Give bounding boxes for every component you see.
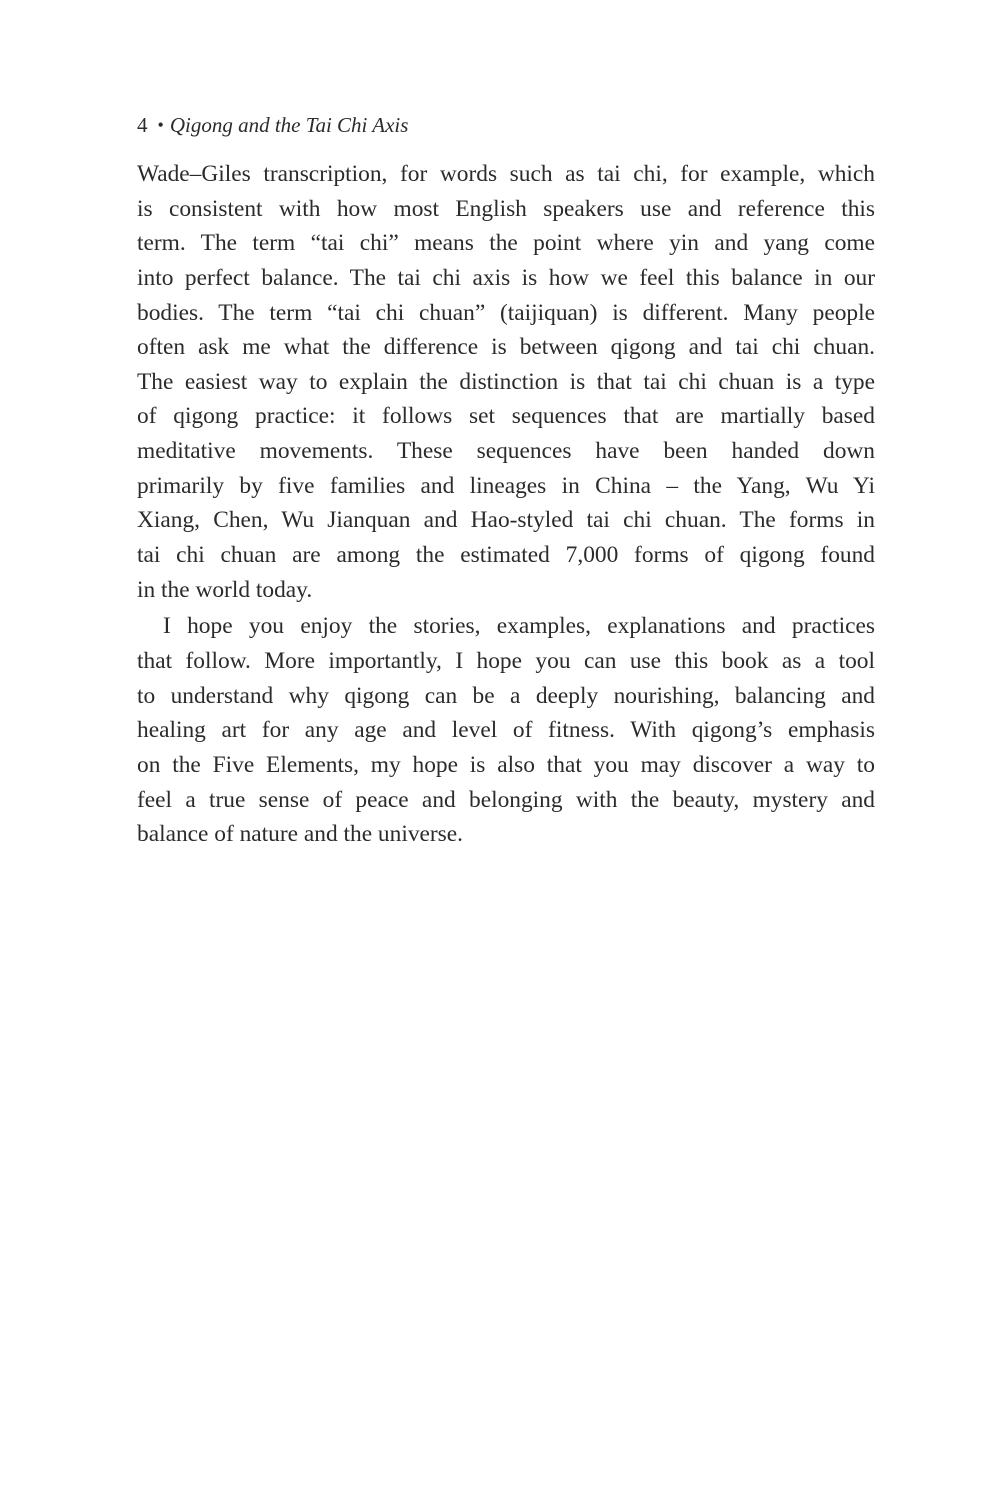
book-page [137,0,875,1500]
text-line: I hope you enjoy the stories, examples, explanations and practices [163,613,875,640]
body-text [137,157,875,852]
text-line: often ask me what the difference is between qigong and tai chi chuan. [137,334,875,361]
text-line: in the world today. [137,576,313,603]
text-line: that follow. More importantly, I hope you can use this book as a tool [137,647,875,674]
page-number: 4 [137,113,148,137]
text-line: to understand why qigong can be a deeply nourishing, balancing and [137,682,875,709]
text-line: healing art for any age and level of fitness. With qigong’s emphasis [137,717,875,744]
running-head-title: Qigong and the Tai Chi Axis [169,113,409,137]
paragraph [137,157,875,607]
text-line: tai chi chuan are among the estimated 7,000 forms of qigong found [137,542,875,569]
text-line: bodies. The term “tai chi chuan” (taijiquan) is different. Many people [137,299,875,326]
text-line: into perfect balance. The tai chi axis is how we feel this balance in our [137,264,875,291]
paragraph [137,609,875,851]
text-line: balance of nature and the universe. [137,821,464,848]
text-line: is consistent with how most English speakers use and reference this [137,195,875,222]
text-line: term. The term “tai chi” means the point where yin and yang come [137,230,875,257]
text-line: feel a true sense of peace and belonging with the beauty, mystery and [137,786,875,813]
text-line: on the Five Elements, my hope is also that you may discover a way to [137,751,875,778]
text-line: meditative movements. These sequences have been handed down [137,438,875,465]
text-line: Wade–Giles transcription, for words such as tai chi, for example, which [137,161,875,187]
running-head [137,110,408,140]
text-line: Xiang, Chen, Wu Jianquan and Hao-styled tai chi chuan. The forms in [137,507,875,534]
text-line: of qigong practice: it follows set sequences that are martially based [137,403,875,430]
running-head-separator: • [157,115,164,135]
text-line: primarily by five families and lineages in China – the Yang, Wu Yi [137,472,875,499]
text-line: The easiest way to explain the distinction is that tai chi chuan is a type [137,368,875,395]
